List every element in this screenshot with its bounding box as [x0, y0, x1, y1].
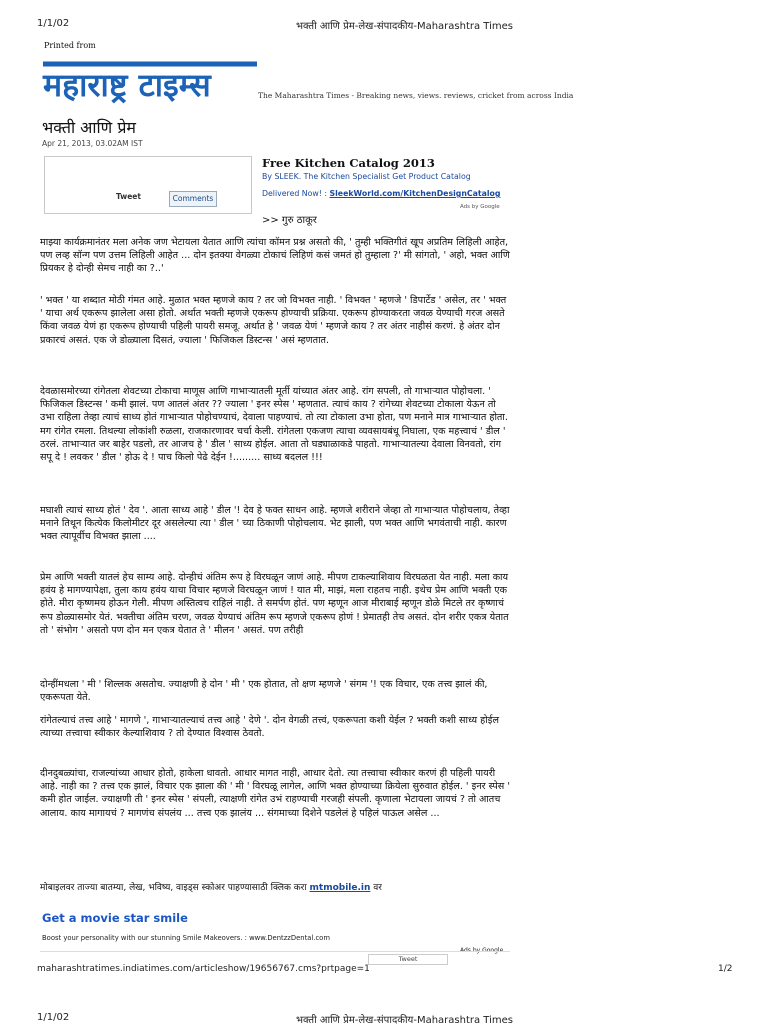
- ad-bottom-text[interactable]: Boost your personality with our stunning Smile Makeovers. : www.DentzzDental.com: [42, 934, 330, 942]
- ads-by-google-bottom[interactable]: Ads by Google: [460, 947, 504, 954]
- paragraph-2: ' भक्त ' या शब्दात मोठी गंमत आहे. मुळात भक्त म्हणजे काय ? तर जो विभक्त नाही. ' विभक्त ' म्हणजे ' डिपार्टेड ' असेल, तर ' भक्त ' याचा अर्थ एकरूप झालेला असा होतो. अर्थात भक्ती म्हणजे एकरूप होण्याची प्रक्रिया. एकरूप होण्याकरता जवळ येण्याची गरज असते किंवा जवळ येणं हा एकरूप होण्याची पहिली पायरी समजू. अर्थात हे ' जवळ येणं ' म्हणजे काय ? तर अंतर नाहीसं करणं. हे अंतर दोन प्रकारचं असतं. एक जे डोळ्याला दिसतं, ज्याला ' फिजिकल डिस्टन्स ' असं म्हणतात.: [40, 295, 507, 346]
- print-date: 1/1/02: [37, 18, 70, 29]
- paragraph-4: मघाशी त्याचं साध्य होतं ' देव '. आता साध्य आहे ' डील '! देव हे फक्त साधन आहे. म्हणजे शरीराने जेव्हा तो गाभाऱ्यात पोहोचलाय, तेव्हा मनाने तिथून कित्येक किलोमीटर दूर असलेल्या त्या ' डील ' च्या ठिकाणी पोहोचलाय. भेट झाली, पण भक्त आणि भगवंताची नाही. कारण भक्त त्यापूर्वीच विभक्त झाला ....: [40, 505, 510, 543]
- share-box: [44, 156, 252, 214]
- tweet-button[interactable]: Tweet: [116, 192, 141, 201]
- tweet-button-bottom[interactable]: Tweet: [368, 954, 448, 965]
- ad-line-2-prefix: Delivered Now! :: [262, 189, 328, 198]
- mtmobile-link[interactable]: mtmobile.in: [309, 883, 371, 893]
- ad-link[interactable]: SleekWorld.com/KitchenDesignCatalog: [329, 189, 501, 198]
- mobile-promo: [40, 880, 382, 893]
- site-tagline: The Maharashtra Times - Breaking news, views. reviews, cricket from across India: [258, 91, 574, 100]
- article-byline: >> गुरु ठाकूर: [262, 215, 317, 226]
- ad-title[interactable]: Free Kitchen Catalog 2013: [262, 156, 435, 170]
- mobile-promo-suffix: वर: [373, 883, 382, 893]
- footer-url[interactable]: maharashtratimes.indiatimes.com/articleshow/19656767.cms?prtpage=1: [37, 964, 370, 974]
- paragraph-3: देवळासमोरच्या रांगेतला शेवटच्या टोकाचा माणूस आणि गाभाऱ्यातली मूर्ती यांच्यात अंतर आहे. रांग सपली, तो गाभाऱ्यात पोहोचला. ' फिजिकल डिस्टन्स ' कमी झालं. पण आतलं अंतर ?? ज्याला ' इनर स्पेस ' म्हणतात. त्याचं काय ? रांगेच्या शेवटच्या टोकाला येऊन तो उभा राहिला तेव्हा त्याचं साध्य होतं गाभाऱ्यात पोहोचण्याचं, देवाला पाहण्याचं. तो त्या टोकाला उभा होता, पण मनाने मात्र गाभाऱ्यात होता. मग रांगेत रमला. तिथल्या लोकांशी रुळला, राजकारणावर चर्चा केली. रांगेतला एकजण त्याचा व्यवसायबंधू निघाला, एक महत्त्वाचं ' डील ' ठरलं. ताभाऱ्यात जर बाहेर पडलो, तर आजच हे ' डील ' साध्य होईल. आता तो घड्याळाकडे पाहतो. गाभाऱ्यातल्या देवाला विनवतो, रांग सपू दे ! लवकर ' डील ' होऊ दे ! पाच किलो पेढे देईन !......... साध्य बदलल !!!: [40, 386, 508, 464]
- ads-by-google-label[interactable]: Ads by Google: [460, 204, 500, 210]
- divider: [40, 951, 510, 952]
- next-page-date: 1/1/02: [37, 1012, 70, 1023]
- ad-bottom-title[interactable]: Get a movie star smile: [42, 911, 188, 925]
- logo-text: महाराष्ट्र टाइम्स: [43, 66, 211, 104]
- maharashtra-times-logo[interactable]: [41, 56, 259, 106]
- paragraph-6: दोन्हींमधला ' मी ' शिल्लक असतोच. ज्याक्षणी हे दोन ' मी ' एक होतात, तो क्षण म्हणजे ' संगम '! एक विचार, एक तत्त्व झालं की, एकरूपता येते.: [40, 679, 488, 704]
- page-number: 1/2: [718, 964, 733, 974]
- paragraph-8: दीनदुबळ्यांचा, राजल्यांच्या आधार होतो, हाकेला धावतो. आधार मागत नाही, आधार देतो. त्या तत्त्वाचा स्वीकार करणं ही पहिली पायरी आहे. नाही का ? तत्त्व एक झालं, विचार एक झाला की ' मी ' विरघळू लागेल, आणि भक्त होण्याच्या क्रियेला सुरुवात होईल. ' इनर स्पेस ' कमी होत जाईल. ज्याक्षणी ती ' इनर स्पेस ' संपली, त्याक्षणी रांगेत उभं राहण्याची गरजही संपली. कृणाला भेटायला जायचं ? तो आतच आलाय. काय मागायचं ? मागणंच संपलंय ... तत्त्व एक झालंय ... संगमाच्या दिशेने पडलेलं हे पहिलं पाऊल असेल ...: [40, 768, 510, 819]
- article-date: Apr 21, 2013, 03.02AM IST: [42, 139, 143, 148]
- ad-line-2: [262, 189, 500, 198]
- printed-from-label: Printed from: [44, 41, 96, 50]
- print-title: भक्ती आणि प्रेम-लेख-संपादकीय-Maharashtra Times: [296, 21, 513, 32]
- paragraph-5: प्रेम आणि भक्ती यातलं हेच साम्य आहे. दोन्हीचं अंतिम रूप हे विरघळून जाणं आहे. मीपण टाकल्याशिवाय विरघळता येत नाही. मला काय हवंय हे मागण्यापेक्षा, तुला काय हवंय याचा विचार म्हणजे विरघळून जाणं ! यात मी, माझं, मला राहतच नाही. इथेच प्रेम आणि भक्ती एक होते. मीरा कृष्णमय होऊन गेली. मीपण अस्तित्वच राहिलं नाही. ते समर्पण होतं. पण म्हणून आज मीराबाई म्हणून डोळे मिटले तर कृष्णाचं रूप डोळ्यासमोर येतं. भक्तीचा अंतिम चरण, जवळ येण्याचं अंतिम रूप म्हणजे एकरूप होणं ! प्रेमातही तेच असतं. दोन शरीर एकत्र येतात तो ' संभोग ' असतो पण दोन मन एकत्र येतात ते ' मीलन ' असतं. पण तरीही: [40, 572, 509, 636]
- paragraph-7: रांगेतल्याचं तत्त्व आहे ' मागणे ', गाभाऱ्यातल्याचं तत्त्व आहे ' देणे '. दोन वेगळी तत्त्वं, एकरूपता कशी येईल ? भक्ती कशी साध्य होईल त्याच्या तत्त्वाचा स्वीकार केल्याशिवाय ? तो देण्यात विश्वास ठेवतो.: [40, 715, 499, 740]
- comments-button[interactable]: Comments: [169, 191, 217, 207]
- next-page-title: भक्ती आणि प्रेम-लेख-संपादकीय-Maharashtra Times: [296, 1015, 513, 1026]
- article-title: भक्ती आणि प्रेम: [42, 118, 136, 137]
- paragraph-1: माझ्या कार्यक्रमानंतर मला अनेक जण भेटायला येतात आणि त्यांचा कॉमन प्रश्न असतो की, ' तुम्ही भक्तिगीतं खूप अप्रतिम लिहिली आहेत, पण लव्ह सॉन्ग पण उत्तम लिहिली आहेत ... दोन इतक्या वेगळ्या टोकाचं लिहिणं कसं जमतं हो तुम्हाला ?' मी सांगतो, ' अहो, भक्त आणि प्रियकर हे दोन्ही सेमच नाही का ?..': [40, 237, 510, 275]
- mobile-promo-text: मोबाइलवर ताज्या बातम्या, लेख, भविष्य, वाइड्स स्कोअर पाहण्यासाठी क्लिक करा: [40, 883, 307, 893]
- ad-line-1: By SLEEK. The Kitchen Specialist Get Product Catalog: [262, 172, 471, 181]
